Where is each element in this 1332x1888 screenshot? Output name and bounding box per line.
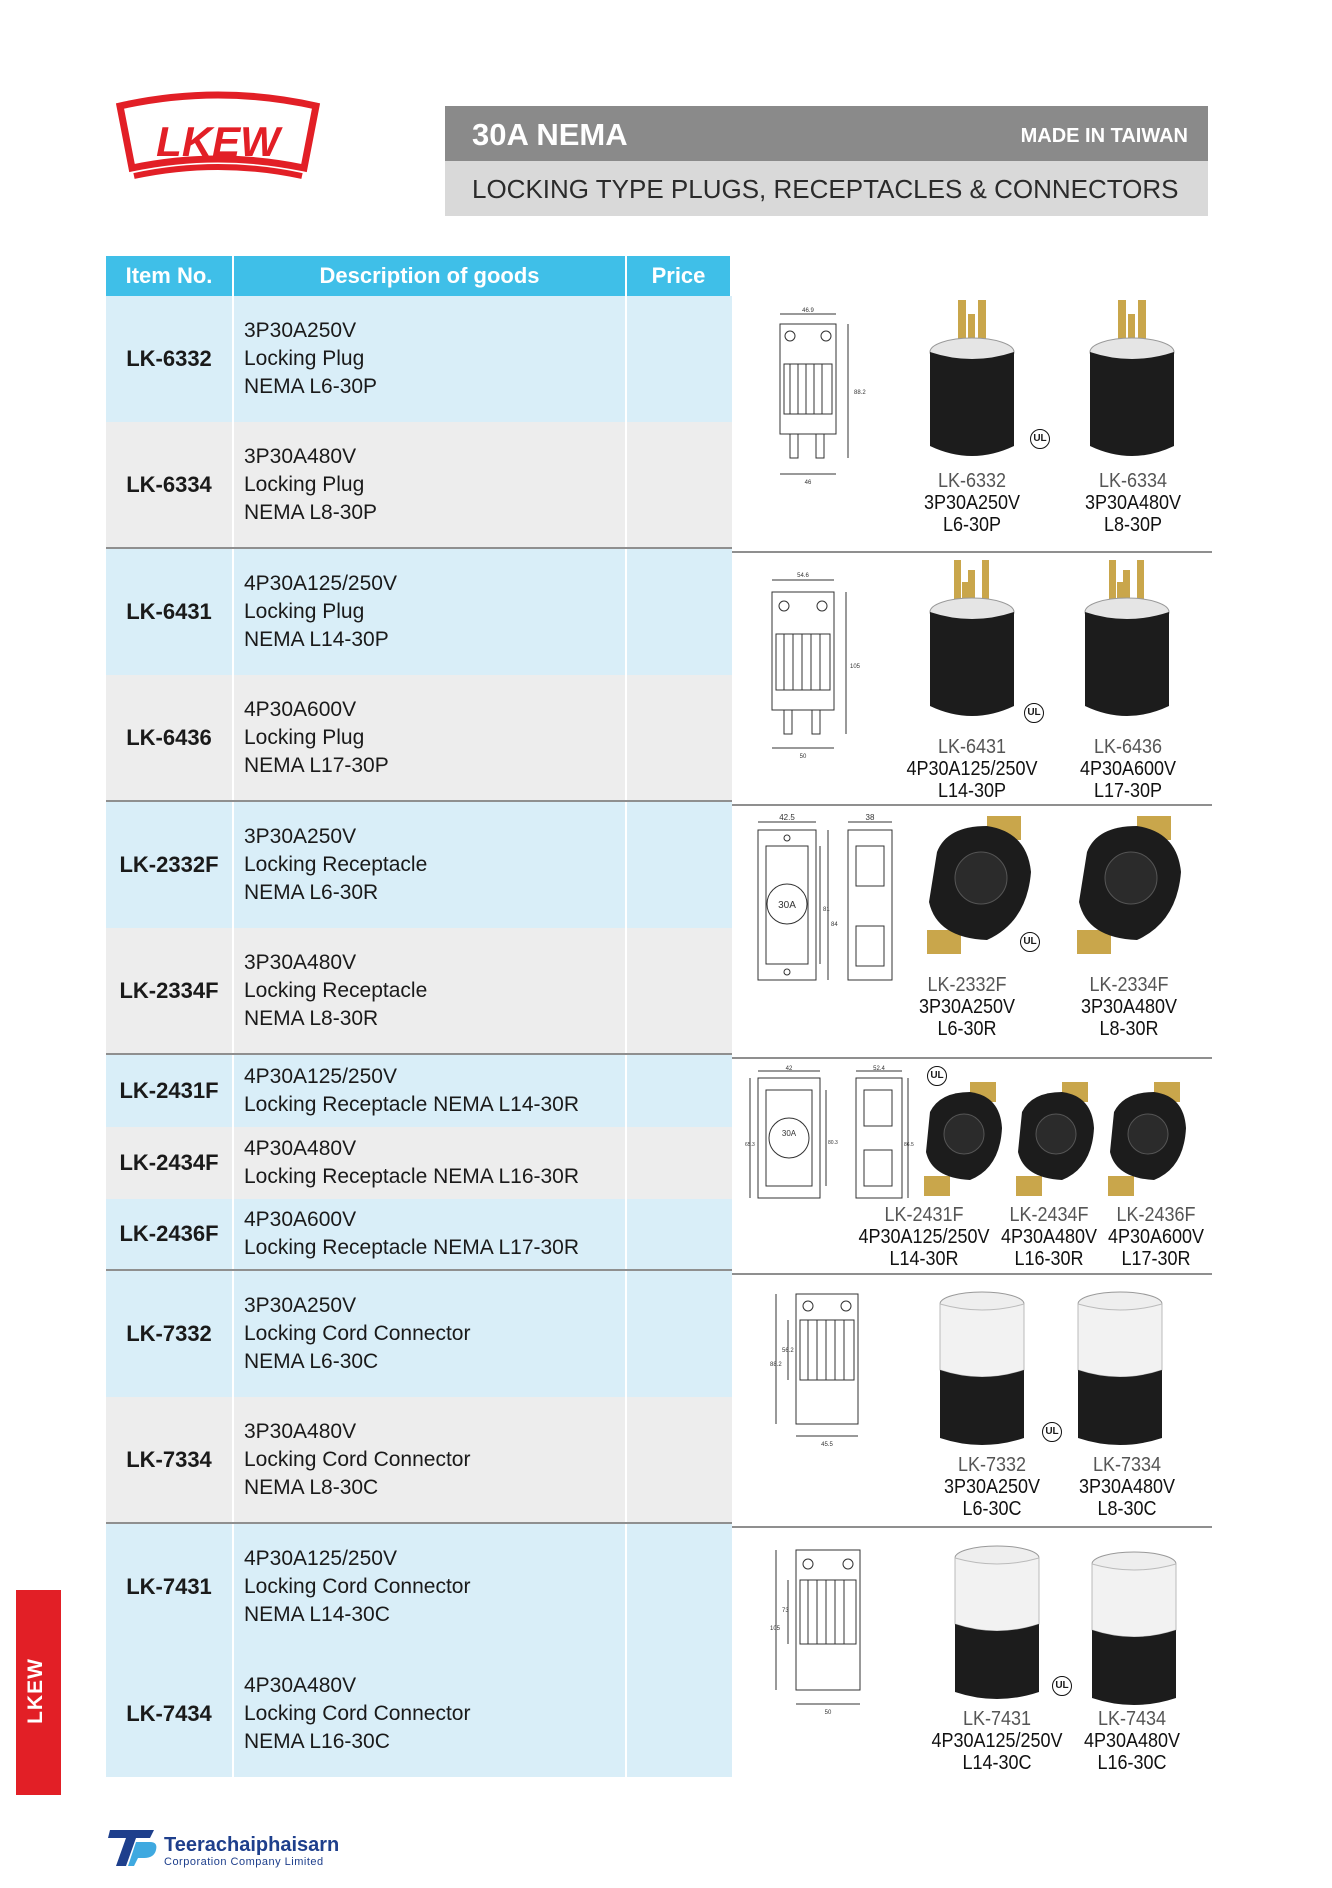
desc-line: Locking Receptacle <box>244 978 428 1002</box>
product-caption <box>930 1708 1065 1774</box>
header-description: Description of goods <box>234 256 627 296</box>
connector-photo <box>932 1288 1032 1448</box>
product-image-group <box>732 812 1212 1052</box>
desc-line: 4P30A125/250V <box>244 1065 397 1088</box>
caption-line: L6-30C <box>962 1498 1022 1520</box>
item-number: LK-6334 <box>106 422 234 547</box>
group-divider <box>732 1273 1212 1275</box>
desc-line: Locking Cord Connector <box>244 1575 471 1598</box>
receptacle-dimension-drawing <box>752 813 902 991</box>
plug-dimension-drawing <box>768 304 866 494</box>
dim-label: 86.5 <box>904 1142 914 1148</box>
ul-mark: UL <box>927 1066 947 1086</box>
table-header <box>106 256 732 296</box>
item-description <box>234 549 627 675</box>
item-description <box>234 1397 627 1522</box>
receptacle-photo <box>1100 1080 1192 1200</box>
made-in-label: MADE IN TAIWAN <box>1020 125 1188 147</box>
caption-line: LK-7334 <box>1092 1454 1162 1476</box>
desc-line: Locking Plug <box>244 472 365 496</box>
product-caption <box>1106 1204 1207 1270</box>
desc-line: Locking Receptacle NEMA L14-30R <box>244 1093 580 1116</box>
caption-line: LK-7431 <box>962 1708 1032 1730</box>
dim-label: 38 <box>865 813 875 822</box>
caption-line: L6-30P <box>942 514 1002 536</box>
item-number: LK-6431 <box>106 549 234 675</box>
receptacle-photo <box>916 1080 1008 1200</box>
caption-line: 3P30A480V <box>1084 492 1182 514</box>
desc-line: 3P30A480V <box>244 950 357 974</box>
desc-line: 3P30A250V <box>244 825 357 848</box>
header-price: Price <box>627 256 732 296</box>
desc-line: Locking Cord Connector <box>244 1322 471 1345</box>
desc-line: 4P30A125/250V <box>244 572 397 595</box>
desc-line: 4P30A480V <box>244 1673 357 1697</box>
table-row <box>106 1127 732 1199</box>
caption-line: L16-30C <box>1097 1752 1167 1774</box>
product-caption <box>914 470 1031 536</box>
item-price <box>627 1524 732 1650</box>
caption-line: L17-30R <box>1121 1248 1191 1270</box>
product-caption <box>1074 1708 1191 1774</box>
caption-line: 3P30A250V <box>918 996 1016 1018</box>
desc-line: Locking Plug <box>244 600 365 623</box>
caption-line: L14-30C <box>962 1752 1032 1774</box>
desc-line: Locking Receptacle NEMA L17-30R <box>244 1236 580 1259</box>
dim-label: 30A <box>778 900 796 911</box>
dim-label: 88.2 <box>770 1362 782 1368</box>
receptacle-dimension-drawing <box>744 1066 914 1206</box>
table-row <box>106 1650 732 1777</box>
item-price <box>627 675 732 800</box>
desc-line: NEMA L16-30C <box>244 1729 390 1753</box>
caption-line: LK-2434F <box>1009 1204 1089 1226</box>
item-description <box>234 422 627 547</box>
logo-text: LKEW <box>156 118 280 165</box>
item-number: LK-7334 <box>106 1397 234 1522</box>
desc-line: 3P30A250V <box>244 319 357 342</box>
item-description <box>234 1055 627 1127</box>
product-caption <box>934 1454 1051 1520</box>
group-divider <box>732 1526 1212 1528</box>
desc-line: NEMA L14-30C <box>244 1603 390 1626</box>
desc-line: Locking Receptacle <box>244 853 428 876</box>
desc-line: NEMA L14-30P <box>244 628 389 651</box>
dim-label: 81 <box>823 907 830 913</box>
lkew-logo <box>114 98 322 212</box>
caption-line: L6-30R <box>937 1018 997 1040</box>
item-number: LK-2431F <box>106 1055 234 1127</box>
item-description <box>234 1127 627 1199</box>
connector-photo <box>1070 1288 1170 1448</box>
dim-label: 42.5 <box>779 813 795 822</box>
desc-line: NEMA L6-30C <box>244 1350 379 1373</box>
product-caption <box>909 974 1026 1040</box>
caption-line: 4P30A125/250V <box>906 758 1038 780</box>
item-description <box>234 1650 627 1777</box>
dim-label: 80.3 <box>828 1140 838 1146</box>
item-number: LK-2334F <box>106 928 234 1053</box>
caption-line: L16-30R <box>1014 1248 1084 1270</box>
plug-photo <box>922 556 1022 736</box>
table-row <box>106 675 732 802</box>
header-item-no: Item No. <box>106 256 234 296</box>
product-image-group <box>732 296 1212 546</box>
product-image-group <box>732 1282 1212 1522</box>
caption-line: 3P30A250V <box>943 1476 1041 1498</box>
desc-line: 3P30A250V <box>244 1294 357 1317</box>
dim-label: 30A <box>781 1129 797 1138</box>
item-price <box>627 422 732 547</box>
item-description <box>234 928 627 1053</box>
caption-line: 3P30A480V <box>1078 1476 1176 1498</box>
footer-company-name: Teerachaiphaisarn <box>164 1834 340 1856</box>
product-caption <box>857 1204 990 1270</box>
desc-line: Locking Receptacle NEMA L16-30R <box>244 1165 580 1188</box>
group-divider <box>732 1057 1212 1059</box>
item-description <box>234 1271 627 1397</box>
teerachai-logo-icon <box>106 1826 158 1870</box>
plug-photo <box>922 296 1022 476</box>
dim-label: 46 <box>804 480 812 486</box>
caption-line: LK-2332F <box>927 974 1007 996</box>
item-description <box>234 675 627 800</box>
ul-mark: UL <box>1024 703 1044 723</box>
caption-line: LK-6436 <box>1093 736 1163 758</box>
item-number: LK-7431 <box>106 1524 234 1650</box>
dim-label: 88.2 <box>854 390 866 396</box>
receptacle-photo <box>1067 812 1192 962</box>
product-caption <box>1065 736 1191 802</box>
product-image-group <box>732 1062 1212 1272</box>
dim-label: 46.9 <box>802 308 814 314</box>
table-row <box>106 928 732 1055</box>
dim-label: 52.4 <box>873 1066 885 1072</box>
table-row <box>106 1199 732 1271</box>
caption-line: LK-2436F <box>1116 1204 1196 1226</box>
caption-line: L14-30R <box>889 1248 959 1270</box>
item-number: LK-6332 <box>106 296 234 422</box>
caption-line: 4P30A600V <box>1107 1226 1205 1248</box>
table-row <box>106 296 732 422</box>
table-row <box>106 802 732 928</box>
item-number: LK-2436F <box>106 1199 234 1269</box>
caption-line: LK-6334 <box>1098 470 1168 492</box>
item-price <box>627 296 732 422</box>
dim-label: 45.5 <box>821 1442 833 1448</box>
caption-line: 4P30A480V <box>1000 1226 1098 1248</box>
caption-line: LK-7434 <box>1097 1708 1167 1730</box>
table-row <box>106 1524 732 1650</box>
item-price <box>627 1397 732 1522</box>
desc-line: Locking Plug <box>244 347 365 370</box>
product-caption <box>905 736 1040 802</box>
ul-mark: UL <box>1030 429 1050 449</box>
desc-line: 3P30A480V <box>244 444 357 468</box>
desc-line: Locking Plug <box>244 725 365 749</box>
caption-line: LK-2334F <box>1089 974 1169 996</box>
page-subtitle: LOCKING TYPE PLUGS, RECEPTACLES & CONNECTORS <box>472 174 1179 204</box>
connector-photo <box>1084 1548 1184 1708</box>
plug-dimension-drawing <box>762 568 861 768</box>
receptacle-photo <box>1008 1080 1100 1200</box>
caption-line: L8-30R <box>1099 1018 1159 1040</box>
plug-photo <box>1082 296 1182 476</box>
caption-line: 4P30A480V <box>1083 1730 1181 1752</box>
item-description <box>234 1199 627 1269</box>
product-table <box>106 256 732 1777</box>
product-caption <box>1069 1454 1186 1520</box>
table-row <box>106 549 732 675</box>
desc-line: NEMA L6-30R <box>244 881 379 904</box>
product-image-group <box>732 556 1212 801</box>
table-row <box>106 1055 732 1127</box>
caption-line: L14-30P <box>937 780 1007 802</box>
dim-label: 50 <box>799 754 807 760</box>
desc-line: 4P30A125/250V <box>244 1547 397 1570</box>
connector-dimension-drawing <box>762 1540 882 1730</box>
group-divider <box>732 551 1212 553</box>
item-price <box>627 802 732 928</box>
ul-mark: UL <box>1020 932 1040 952</box>
item-number: LK-7332 <box>106 1271 234 1397</box>
caption-line: LK-6332 <box>937 470 1007 492</box>
desc-line: NEMA L6-30P <box>244 375 378 398</box>
product-caption <box>1000 1204 1099 1270</box>
desc-line: NEMA L17-30P <box>244 753 389 777</box>
product-caption <box>1075 470 1192 536</box>
item-number: LK-7434 <box>106 1650 234 1777</box>
item-price <box>627 928 732 1053</box>
item-price <box>627 1199 732 1269</box>
dim-label: 56.2 <box>782 1348 794 1354</box>
caption-line: 4P30A125/250V <box>931 1730 1063 1752</box>
desc-line: NEMA L8-30P <box>244 500 378 524</box>
group-divider <box>732 804 1212 806</box>
dim-label: 84 <box>831 922 838 928</box>
item-description <box>234 296 627 422</box>
caption-line: 3P30A480V <box>1080 996 1178 1018</box>
product-image-group <box>732 1536 1212 1786</box>
dim-label: 73 <box>782 1608 789 1614</box>
caption-line: 4P30A125/250V <box>858 1226 990 1248</box>
desc-line: 4P30A480V <box>244 1137 357 1160</box>
dim-label: 42 <box>785 1066 793 1072</box>
dim-label: 105 <box>770 1626 781 1632</box>
caption-line: 3P30A250V <box>923 492 1021 514</box>
caption-line: L17-30P <box>1093 780 1163 802</box>
page-title: 30A NEMA <box>472 117 628 152</box>
item-description <box>234 1524 627 1650</box>
desc-line: NEMA L8-30R <box>244 1006 379 1030</box>
connector-photo <box>947 1542 1047 1702</box>
desc-line: NEMA L8-30C <box>244 1475 379 1499</box>
caption-line: L8-30P <box>1103 514 1163 536</box>
table-row <box>106 1397 732 1524</box>
desc-line: Locking Cord Connector <box>244 1701 471 1725</box>
caption-line: LK-2431F <box>884 1204 964 1226</box>
caption-line: LK-7332 <box>957 1454 1027 1476</box>
side-tab-label: LKEW <box>24 1658 47 1724</box>
desc-line: 4P30A600V <box>244 1208 357 1231</box>
connector-dimension-drawing <box>762 1286 882 1466</box>
product-caption <box>1071 974 1188 1040</box>
item-price <box>627 1650 732 1777</box>
item-price <box>627 1271 732 1397</box>
desc-line: 4P30A600V <box>244 697 357 721</box>
plug-photo <box>1077 556 1177 736</box>
dim-label: 50 <box>824 1710 832 1716</box>
footer-company-sub: Corporation Company Limited <box>164 1856 324 1868</box>
table-row <box>106 1271 732 1397</box>
ul-mark: UL <box>1052 1676 1072 1696</box>
item-description <box>234 802 627 928</box>
dim-label: 54.6 <box>797 573 809 579</box>
desc-line: 3P30A480V <box>244 1419 357 1443</box>
dim-label: 65.3 <box>745 1142 755 1148</box>
caption-line: 4P30A600V <box>1079 758 1177 780</box>
item-number: LK-2332F <box>106 802 234 928</box>
item-number: LK-2434F <box>106 1127 234 1199</box>
caption-line: L8-30C <box>1097 1498 1157 1520</box>
item-price <box>627 1055 732 1127</box>
table-row <box>106 422 732 549</box>
desc-line: Locking Cord Connector <box>244 1447 471 1471</box>
item-price <box>627 549 732 675</box>
item-number: LK-6436 <box>106 675 234 800</box>
ul-mark: UL <box>1042 1422 1062 1442</box>
item-price <box>627 1127 732 1199</box>
dim-label: 105 <box>850 664 861 670</box>
caption-line: LK-6431 <box>937 736 1007 758</box>
